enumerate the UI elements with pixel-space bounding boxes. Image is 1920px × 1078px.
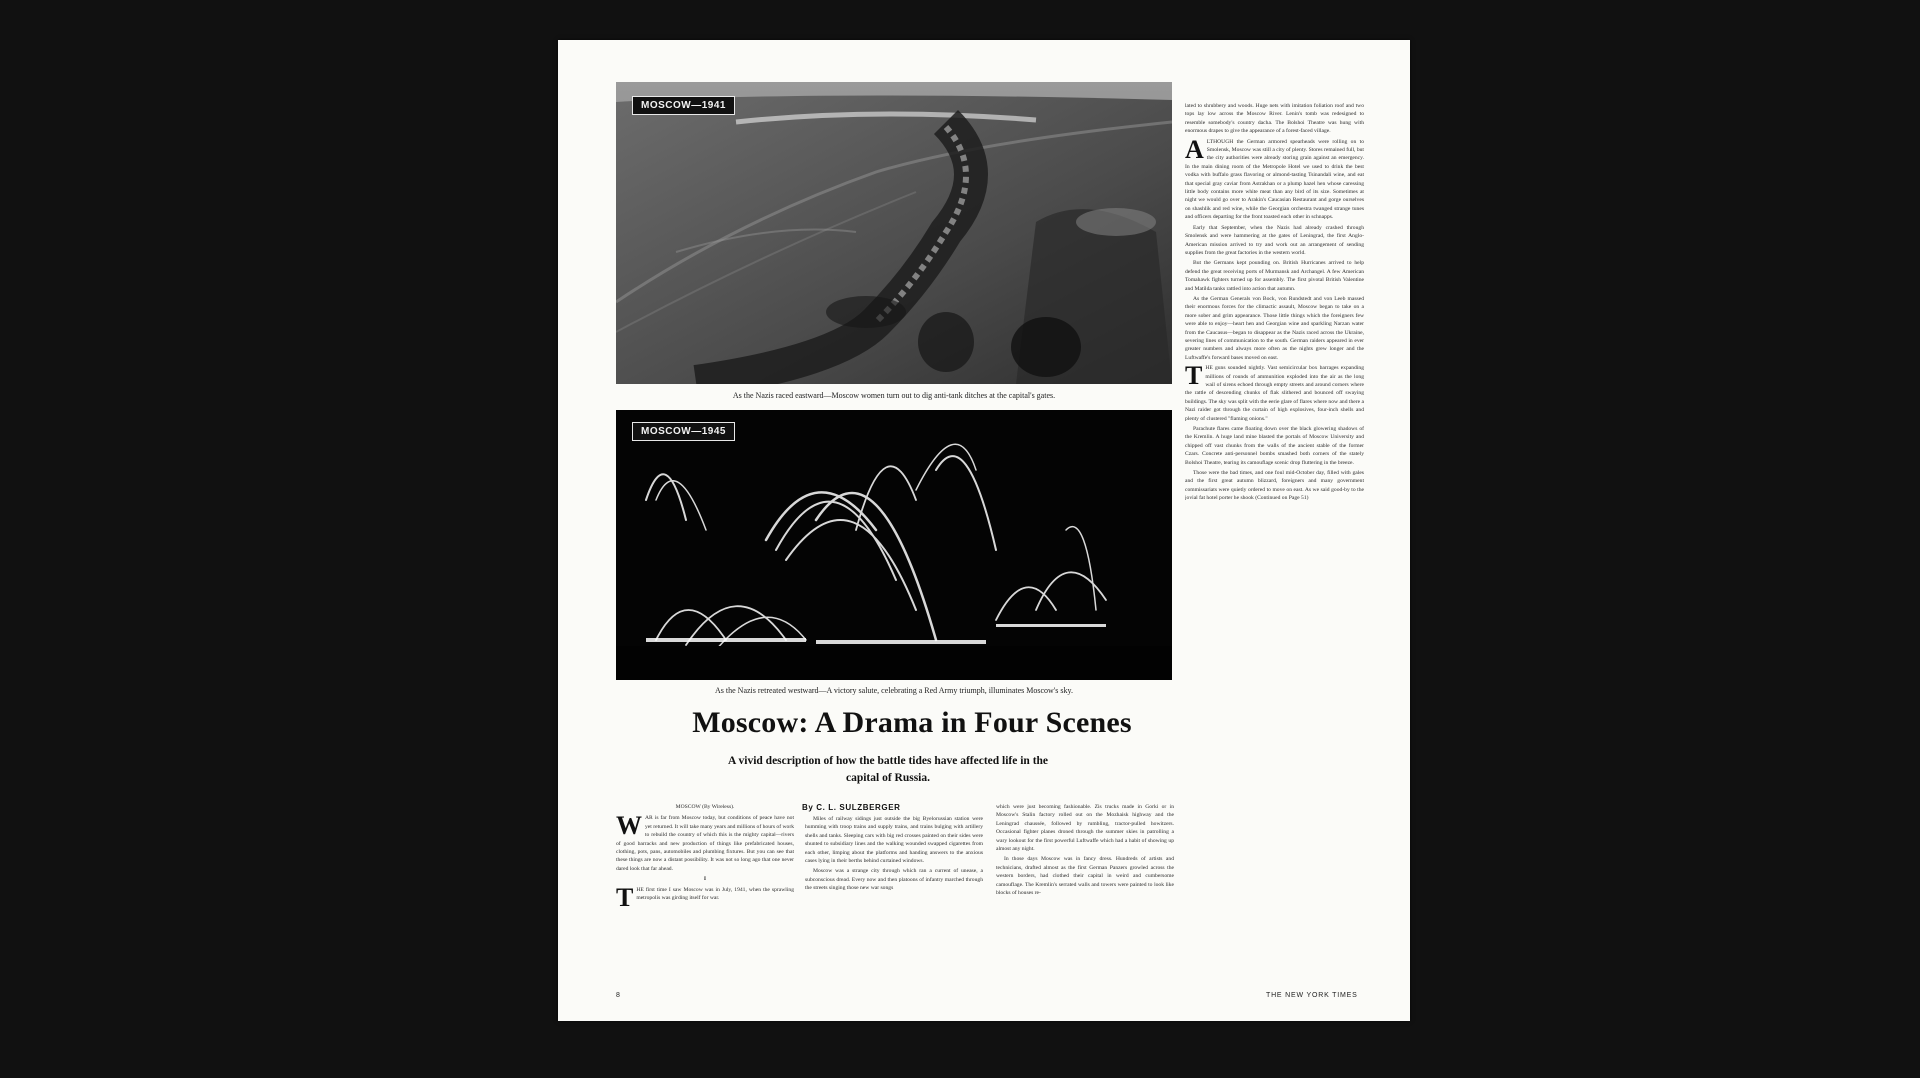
paragraph: lated to shrubbery and woods. Huge nets with imitation foliation roof and two tops lay low across the Moscow River. Lenin's tomb was redesigned to resemble somebody's country dacha. The Bolshoi Theatre was hung with enormous drapes to give the appearance of a forest-faced village. [1185,103,1364,135]
paragraph: AR is far from Moscow today, but conditions of peace have not yet returned. It will take many years and millions of hours of work to rebuild the country of which this is the mighty capital—rivers of good barracks and new production of things like prefabricated houses, clothing, pots, pans, automobiles and plumbing fixtures. But you can see that these things are now a distant possibility. It was not so long ago that one never dared look that far ahead. [616,815,794,872]
article-column-2 [805,815,983,971]
photo-2-caption: As the Nazis retreated westward—A victory salute, celebrating a Red Army triumph, illuminates Moscow's sky. [715,686,1073,695]
photo-2-image [616,410,1172,680]
article-byline: By C. L. SULZBERGER [802,803,901,812]
photo-1-caption: As the Nazis raced eastward—Moscow women turn out to dig anti-tank ditches at the capital's gates. [732,391,1056,400]
article-subhead: A vivid description of how the battle tides have affected life in the capital of Russia. [727,755,1049,784]
paragraph: LTHOUGH the German armored spearheads were rolling on to Smolensk, Moscow was still a city of plenty. Stores remained full, but the city authorities were already storing grain against an emergency. In the main dining room of the Metropole Hotel we used to drink the best vodka with buffalo grass flavoring or almond-tasting Tsinandali wine, and eat that special gray caviar from Astrakhan or a plump hazel hen whose caressing little body contains more white meat than any bird of its size. Sometimes at night we would go over to Arakin's Caucasian Restaurant and gorge ourselves on shashlik and red wine, while the Georgian orchestra twanged strange tunes and officers departing for the front toasted each other in schnapps. [1185,138,1364,221]
paragraph: Moscow was a strange city through which ran a current of unease, a subconscious dread. Every now and then platoons of infantry marched through the streets singing those new war songs [805,868,983,892]
publication-name: THE NEW YORK TIMES [1266,992,1358,999]
paragraph: which were just becoming fashionable. Zis trucks made in Gorki or in Moscow's Stalin factory rolled out on the Mozhaisk highway and the Leningrad chaussée, followed by rumbling, tractor-pulled howitzers. Occasional fighter planes droned through the summer skies in patrolling a wary lookout for the first powerful Luftwaffe which had a habit of showing up almost any night. [996,804,1174,853]
drop-cap: A [1185,134,1204,164]
paragraph: Miles of railway sidings just outside the big Byelorussian station were humming with troop trains and supply trains, and trains bulging with artillery shells and tanks. Sleeping cars with big red crosses painted on their sides were shunted to subsidiary lines and the walking wounded swapped cigarettes from each other, limping about the platforms and handing answers to the anxious cases lying in their berths behind curtained windows. [805,816,983,865]
photo-women-digging-ditches [616,82,1172,384]
photo-1-image [616,82,1172,384]
dateline: MOSCOW (By Wireless). [675,804,735,810]
paragraph: But the Germans kept pounding on. British Hurricanes arrived to help defend the great receiving ports of Murmansk and Archangel. A few American Tomahawk fighters turned up for assembly. The first pivotal British Valentine and Matilda tanks rattled into action that autumn. [1185,260,1364,292]
paragraph: Parachute flares came floating down over the black glowering shadows of the Kremlin. A huge land mine blasted the portals of Moscow University and chipped off vast chunks from the walls of the ancient stable of the former Czars. Concrete anti-personnel bombs smashed both corners of the stately Bolshoi Theatre, tearing its camouflage scenic drop fluttering in the breeze. [1185,426,1364,466]
article-column-4 [1185,102,1364,972]
photo-victory-salute [616,410,1172,680]
drop-cap: T [616,882,634,912]
paragraph: HE guns sounded nightly. Vast semicircular box barrages expanding millions of rounds of ammunition exploded into the air as the long wail of sirens echoed through empty streets and around corners where the rattle of descending chunks of flak slithered and bounced off swaying buildings. The sky was split with the eerie glare of flares where now and there a Nazi raider got through the curtain of high explosives, four-inch shells and plenty of clustered "flaming onions." [1185,365,1364,422]
drop-cap: T [1185,361,1203,391]
paragraph: In those days Moscow was in fancy dress. Hundreds of artists and technicians, drafted almost as the first German Panzers growled across the western borders, had clothed their capital in weird and cumbersome camouflage. The Kremlin's serrated walls and towers were painted to look like blocks of houses re- [996,856,1174,897]
article-column-1 [616,803,794,971]
article-headline: Moscow: A Drama in Four Scenes [692,706,1132,739]
paragraph: As the German Generals von Bock, von Rundstedt and von Leeb massed their enormous forces for the climactic assault, Moscow began to take on a more sober and grim appearance. Those little things which the foreigners few were able to enjoy—heart hen and Georgian wine and sparkling Narzan water from the Caucasus—began to disappear as the Nazis raced across the Ukraine, severing lines of communication to the south. German raiders appeared in ever greater numbers and always more often as the nights grew longer and the Luftwaffe's forward bases moved on east. [1185,295,1364,361]
section-numeral: I [703,876,707,883]
paragraph: Those were the bad times, and one foul mid-October day, filled with gales and the first great autumn blizzard, foreigners and many government commissariats were quietly ordered to move on east. As we said good-by to the jovial fat hotel porter he shook (Continued on Page 51) [1185,470,1364,502]
drop-cap: W [616,811,642,841]
page-number: 8 [616,992,621,999]
article-column-3 [996,803,1174,971]
newspaper-page [558,40,1410,1021]
paragraph: HE first time I saw Moscow was in July, 1941, when the sprawling metropolis was girding itself for war. [636,886,794,902]
paragraph: Early that September, when the Nazis had already crashed through Smolensk and were hammering at the gates of Leningrad, the first Anglo-American mission arrived to try and work out an arrangement of sending supplies from the great factories in the western world. [1185,224,1364,256]
photo-1-label: MOSCOW—1941 [632,96,735,115]
photo-2-label: MOSCOW—1945 [632,422,735,441]
